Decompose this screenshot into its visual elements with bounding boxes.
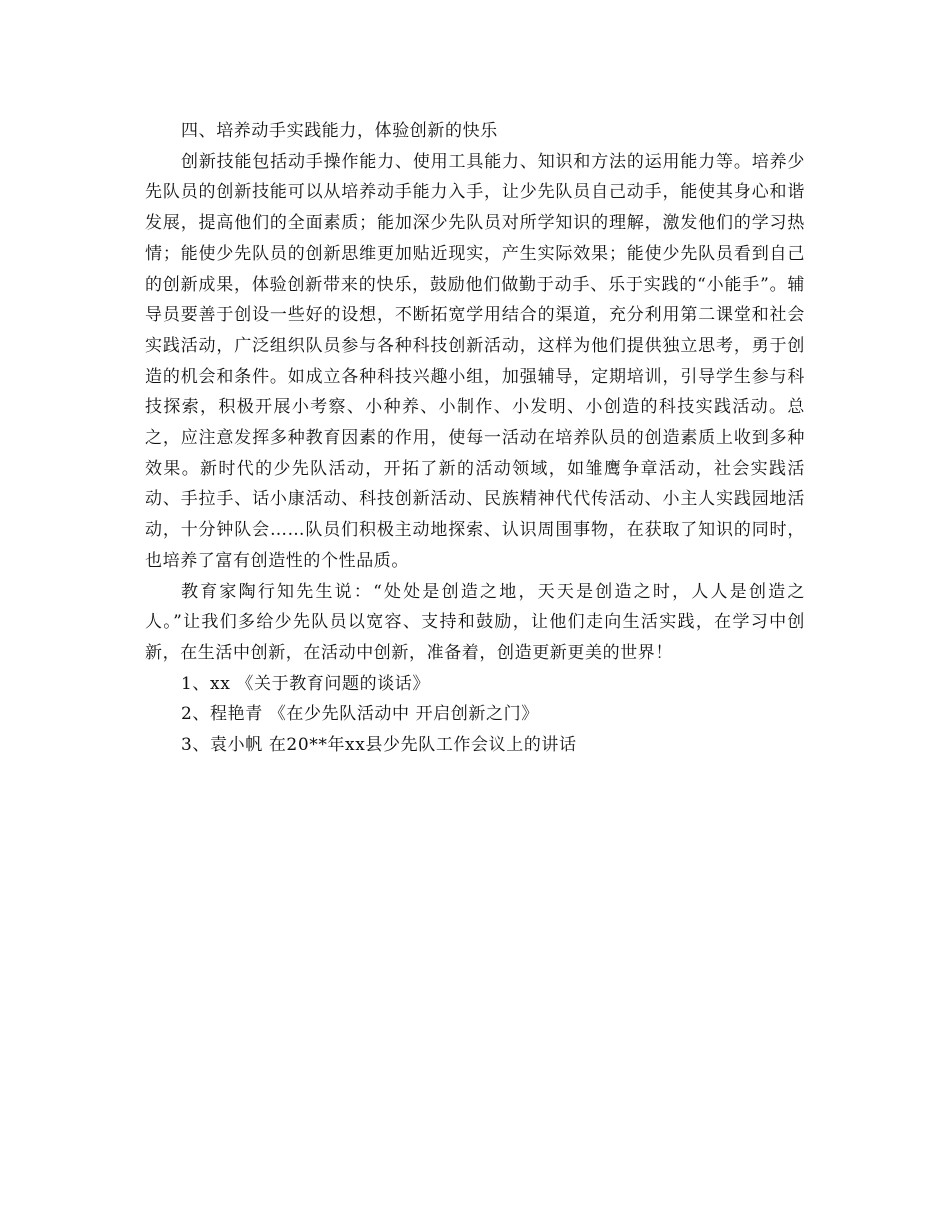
reference-list xyxy=(145,669,805,761)
reference-item: 2、程艳青 《在少先队活动中 开启创新之门》 xyxy=(181,704,539,725)
reference-item: 3、袁小帆 在20**年xx县少先队工作会议上的讲话 xyxy=(181,735,577,756)
document-body xyxy=(145,116,805,761)
section-heading: 四、培养动手实践能力，体验创新的快乐 xyxy=(181,121,498,141)
reference-item: 1、xx 《关于教育问题的谈话》 xyxy=(181,673,430,694)
body-paragraph: 教育家陶行知先生说：“处处是创造之地，天天是创造之时，人人是创造之人。”让我们多给少先队员以宽容、支持和鼓励，让他们走向生活实践，在学习中创新，在生活中创新，在活动中创新，准备着，创造更新更美的世界！ xyxy=(145,581,805,663)
body-paragraph: 创新技能包括动手操作能力、使用工具能力、知识和方法的运用能力等。培养少先队员的创新技能可以从培养动手能力入手，让少先队员自己动手，能使其身心和谐发展，提高他们的全面素质；能加深少先队员对所学知识的理解，激发他们的学习热情；能使少先队员的创新思维更加贴近现实，产生实际效果；能使少先队员看到自己的创新成果，体验创新带来的快乐，鼓励他们做勤于动手、乐于实践的“小能手”。辅导员要善于创设一些好的设想，不断拓宽学用结合的渠道，充分利用第二课堂和社会实践活动，广泛组织队员参与各种科技创新活动，这样为他们提供独立思考，勇于创造的机会和条件。如成立各种科技兴趣小组，加强辅导，定期培训，引导学生参与科技探索，积极开展小考察、小种养、小制作、小发明、小创造的科技实践活动。总之，应注意发挥多种教育因素的作用，使每一活动在培养队员的创造素质上收到多种效果。新时代的少先队活动，开拓了新的活动领域，如雏鹰争章活动，社会实践活动、手拉手、话小康活动、科技创新活动、民族精神代代传活动、小主人实践园地活动，十分钟队会……队员们积极主动地探索、认识周围事物，在获取了知识的同时，也培养了富有创造性的个性品质。 xyxy=(145,151,805,571)
